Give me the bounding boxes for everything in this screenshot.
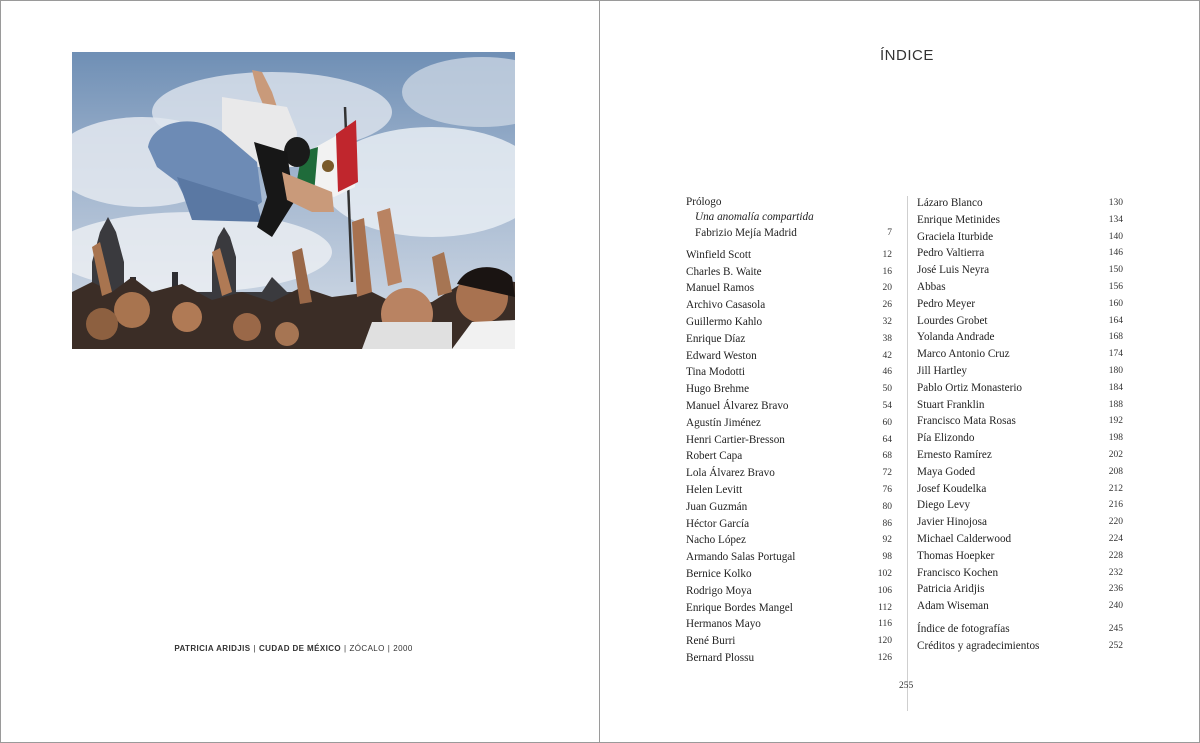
- index-list-right: [917, 195, 1123, 615]
- index-entry: [917, 598, 1123, 615]
- prologue-subtitle: Una anomalía compartida: [695, 211, 814, 223]
- entry-page: 245: [1108, 623, 1123, 634]
- index-entry: [686, 616, 892, 633]
- entry-page: 156: [1108, 281, 1123, 292]
- entry-name: Henri Cartier-Bresson: [686, 433, 785, 446]
- entry-name: Diego Levy: [917, 499, 971, 512]
- index-entry: [917, 296, 1123, 313]
- index-entry: [686, 432, 892, 449]
- entry-name: Pablo Ortiz Monasterio: [917, 381, 1023, 394]
- index-back-matter: [917, 621, 1123, 655]
- entry-name: Maya Goded: [917, 465, 976, 478]
- entry-name: Lola Álvarez Bravo: [686, 467, 775, 480]
- entry-name: Enrique Díaz: [686, 332, 746, 345]
- index-entry: [917, 346, 1123, 363]
- page-number: 255: [899, 681, 914, 691]
- entry-page: 130: [1108, 198, 1123, 208]
- entry-page: 38: [882, 333, 892, 344]
- entry-name: Enrique Bordes Mangel: [686, 601, 793, 614]
- entry-name: Índice de fotografías: [917, 622, 1010, 635]
- entry-page: 198: [1108, 433, 1123, 444]
- entry-page: 134: [1108, 214, 1123, 225]
- index-entry: [917, 397, 1123, 414]
- entry-page: 68: [882, 451, 892, 462]
- entry-name: Abbas: [917, 280, 946, 293]
- entry-name: Hermanos Mayo: [686, 618, 761, 631]
- index-entry: [686, 549, 892, 566]
- entry-name: René Burri: [686, 635, 736, 648]
- entry-name: Stuart Franklin: [917, 398, 985, 411]
- prologue-page: 7: [887, 228, 892, 238]
- entry-name: Armando Salas Portugal: [686, 551, 796, 564]
- index-entry: [917, 313, 1123, 330]
- entry-page: 126: [877, 652, 892, 663]
- entry-page: 164: [1108, 315, 1123, 326]
- index-entry: [917, 638, 1123, 655]
- entry-page: 160: [1108, 298, 1123, 309]
- entry-name: Guillermo Kahlo: [686, 315, 763, 328]
- index-list-left: [686, 247, 892, 667]
- entry-name: Francisco Mata Rosas: [917, 415, 1016, 428]
- entry-page: 20: [882, 283, 892, 294]
- entry-name: Helen Levitt: [686, 483, 743, 496]
- index-entry: [686, 532, 892, 549]
- index-entry: [917, 481, 1123, 498]
- page-gutter: [599, 0, 600, 743]
- entry-name: Patricia Aridjis: [917, 583, 985, 596]
- entry-page: 98: [882, 552, 892, 563]
- index-entry: [917, 363, 1123, 380]
- entry-page: 232: [1108, 567, 1123, 578]
- entry-name: Hugo Brehme: [686, 383, 750, 396]
- index-entry: [686, 465, 892, 482]
- entry-name: Héctor García: [686, 517, 750, 530]
- entry-page: 120: [877, 636, 892, 647]
- entry-page: 202: [1108, 449, 1123, 460]
- entry-page: 208: [1108, 466, 1123, 477]
- index-entry: [686, 633, 892, 650]
- entry-name: José Luis Neyra: [917, 264, 990, 277]
- entry-name: Adam Wiseman: [917, 600, 989, 613]
- index-entry: [686, 264, 892, 281]
- entry-name: Enrique Metinides: [917, 213, 1000, 226]
- index-entry: [686, 381, 892, 398]
- index-entry: [917, 464, 1123, 481]
- entry-name: Manuel Álvarez Bravo: [686, 399, 789, 412]
- caption-year: 2000: [393, 644, 413, 653]
- entry-page: 116: [878, 619, 892, 630]
- index-entry: [917, 380, 1123, 397]
- entry-name: Tina Modotti: [686, 366, 745, 379]
- entry-name: Graciela Iturbide: [917, 230, 994, 243]
- prologue-author-row: [686, 225, 892, 242]
- entry-page: 106: [877, 585, 892, 596]
- index-entry: [686, 650, 892, 667]
- entry-name: Marco Antonio Cruz: [917, 348, 1010, 361]
- entry-name: Winfield Scott: [686, 248, 752, 261]
- index-entry: [686, 364, 892, 381]
- index-entry: [686, 415, 892, 432]
- entry-page: 236: [1108, 584, 1123, 595]
- entry-page: 80: [882, 501, 892, 512]
- entry-name: Créditos y agradecimientos: [917, 639, 1040, 652]
- entry-name: Pía Elizondo: [917, 432, 975, 445]
- index-entry: [686, 448, 892, 465]
- photo-caption: PATRICIA ARIDJIS | CUDAD DE MÉXICO | ZÓCALO | 2000: [174, 644, 413, 653]
- index-entry: [917, 447, 1123, 464]
- entry-page: 220: [1108, 517, 1123, 528]
- prologue-author: Fabrizio Mejía Madrid: [695, 227, 797, 239]
- entry-page: 50: [882, 384, 892, 395]
- entry-page: 112: [878, 602, 892, 613]
- entry-page: 102: [877, 568, 892, 579]
- entry-name: Pedro Meyer: [917, 297, 976, 310]
- index-entry: [917, 329, 1123, 346]
- entry-page: 42: [882, 350, 892, 361]
- column-divider: [907, 196, 908, 711]
- entry-page: 146: [1108, 248, 1123, 259]
- entry-name: Juan Guzmán: [686, 500, 748, 513]
- index-entry: [686, 600, 892, 617]
- index-entry: [917, 581, 1123, 598]
- entry-page: 54: [882, 400, 892, 411]
- index-entry: [917, 497, 1123, 514]
- entry-name: Ernesto Ramírez: [917, 448, 992, 461]
- entry-page: 174: [1108, 349, 1123, 360]
- index-entry: [917, 621, 1123, 638]
- entry-name: Manuel Ramos: [686, 282, 755, 295]
- entry-name: Nacho López: [686, 534, 746, 547]
- index-entry: [917, 531, 1123, 548]
- index-entry: [686, 331, 892, 348]
- entry-name: Javier Hinojosa: [917, 516, 987, 529]
- entry-page: 252: [1108, 640, 1123, 651]
- entry-name: Charles B. Waite: [686, 265, 762, 278]
- index-entry: [917, 430, 1123, 447]
- index-entry: [917, 195, 1123, 212]
- index-column-left: [686, 195, 892, 667]
- caption-author: PATRICIA ARIDJIS: [174, 644, 251, 653]
- entry-name: Agustín Jiménez: [686, 416, 761, 429]
- index-entry: [917, 279, 1123, 296]
- index-entry: [917, 514, 1123, 531]
- entry-page: 46: [882, 367, 892, 378]
- index-entry: [686, 247, 892, 264]
- entry-page: 216: [1108, 500, 1123, 511]
- entry-name: Rodrigo Moya: [686, 584, 752, 597]
- index-entry: [686, 482, 892, 499]
- index-entry: [917, 565, 1123, 582]
- entry-name: Lourdes Grobet: [917, 314, 988, 327]
- index-entry: [686, 398, 892, 415]
- entry-page: 72: [882, 468, 892, 479]
- index-entry: [917, 245, 1123, 262]
- entry-name: Archivo Casasola: [686, 299, 766, 312]
- index-entry: [686, 280, 892, 297]
- entry-page: 92: [882, 535, 892, 546]
- entry-page: 140: [1108, 231, 1123, 242]
- index-entry: [686, 314, 892, 331]
- zocalo-photograph: [72, 52, 515, 349]
- entry-page: 60: [882, 417, 892, 428]
- index-entry: [686, 566, 892, 583]
- entry-page: 86: [882, 518, 892, 529]
- prologue-label: Prólogo: [686, 196, 722, 208]
- entry-name: Yolanda Andrade: [917, 331, 995, 344]
- index-entry: [917, 262, 1123, 279]
- entry-page: 192: [1108, 416, 1123, 427]
- entry-page: 12: [882, 249, 892, 260]
- entry-page: 16: [882, 266, 892, 277]
- entry-name: Thomas Hoepker: [917, 549, 995, 562]
- entry-name: Michael Calderwood: [917, 532, 1012, 545]
- entry-name: Francisco Kochen: [917, 566, 999, 579]
- entry-page: 150: [1108, 265, 1123, 276]
- entry-page: 224: [1108, 533, 1123, 544]
- entry-page: 188: [1108, 399, 1123, 410]
- index-entry: [686, 348, 892, 365]
- entry-page: 228: [1108, 550, 1123, 561]
- entry-page: 76: [882, 484, 892, 495]
- index-title: ÍNDICE: [880, 47, 934, 64]
- entry-page: 212: [1108, 483, 1123, 494]
- entry-name: Bernard Plossu: [686, 651, 755, 664]
- index-entry: [917, 413, 1123, 430]
- entry-page: 240: [1108, 601, 1123, 612]
- entry-name: Jill Hartley: [917, 364, 968, 377]
- index-entry: [686, 583, 892, 600]
- caption-place: ZÓCALO: [349, 644, 385, 653]
- index-column-right: [917, 195, 1123, 655]
- entry-name: Bernice Kolko: [686, 567, 752, 580]
- entry-name: Edward Weston: [686, 349, 757, 362]
- index-entry: [917, 548, 1123, 565]
- index-entry: [917, 212, 1123, 229]
- entry-page: 64: [882, 434, 892, 445]
- entry-page: 26: [882, 300, 892, 311]
- caption-series: CUDAD DE MÉXICO: [258, 644, 341, 653]
- entry-page: 168: [1108, 332, 1123, 343]
- index-entry: [686, 516, 892, 533]
- entry-name: Lázaro Blanco: [917, 197, 983, 209]
- entry-page: 32: [882, 316, 892, 327]
- entry-name: Robert Capa: [686, 450, 743, 463]
- index-entry: [686, 499, 892, 516]
- index-entry: [686, 297, 892, 314]
- entry-name: Josef Koudelka: [917, 482, 987, 495]
- index-entry: [917, 229, 1123, 246]
- entry-name: Pedro Valtierra: [917, 247, 985, 260]
- entry-page: 184: [1108, 382, 1123, 393]
- entry-page: 180: [1108, 365, 1123, 376]
